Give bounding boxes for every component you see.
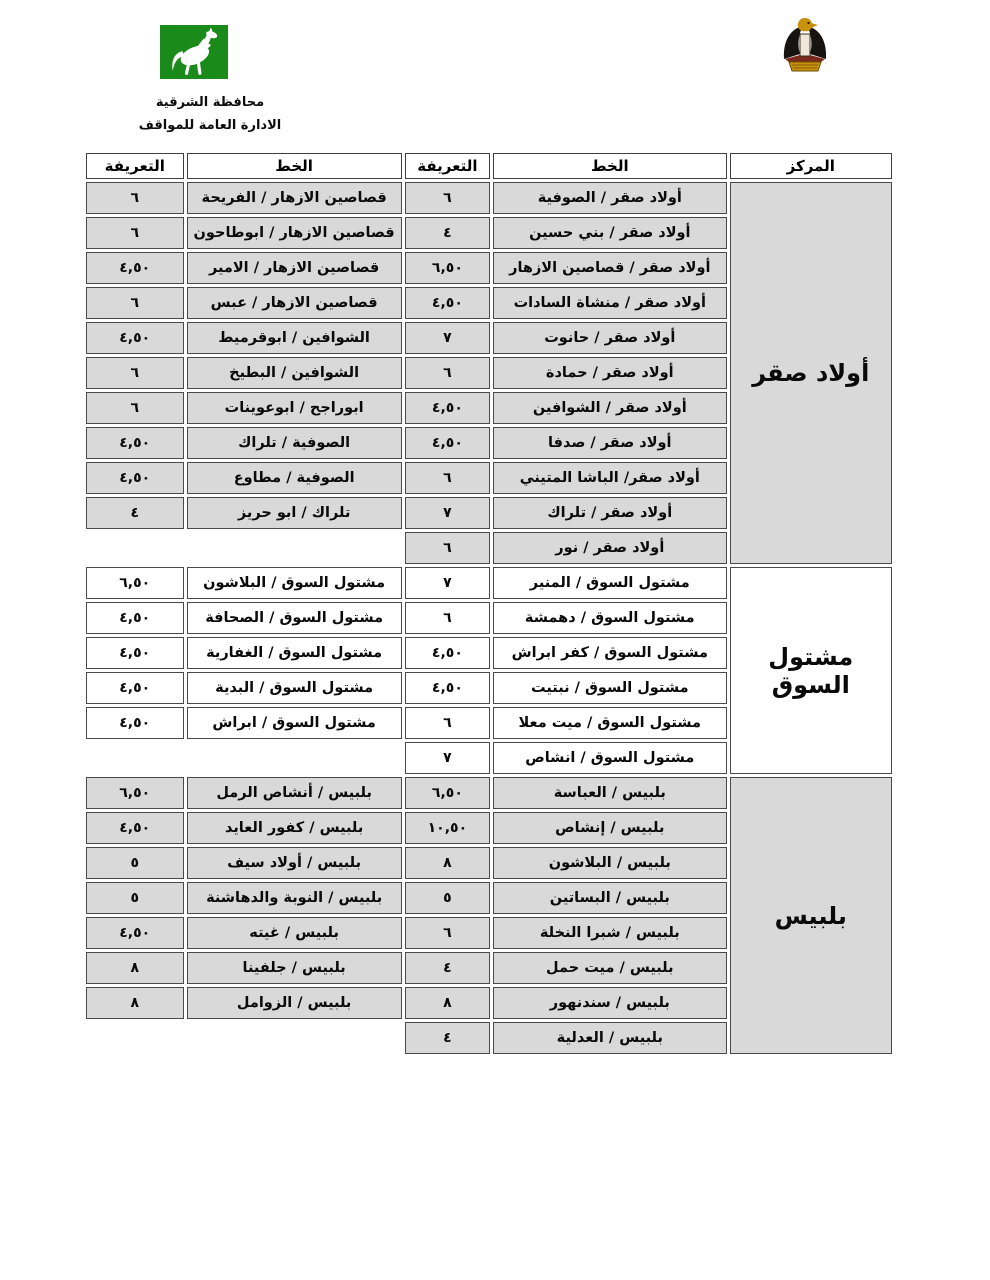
route-cell: أولاد صقر / الصوفية <box>493 182 727 214</box>
header-fare-left: التعريفة <box>86 153 184 179</box>
fare-cell: ٤,٥٠ <box>86 672 184 704</box>
fare-cell: ٤,٥٠ <box>405 672 490 704</box>
fare-cell: ٨ <box>405 847 490 879</box>
horse-icon <box>163 28 225 76</box>
route-cell: تلراك / ابو حريز <box>187 497 402 529</box>
route-cell: قصاصين الازهار / الامير <box>187 252 402 284</box>
fare-cell: ٤,٥٠ <box>86 322 184 354</box>
fare-row <box>86 777 892 809</box>
fare-cell: ٤ <box>86 497 184 529</box>
route-cell: بلبيس / أولاد سيف <box>187 847 402 879</box>
route-cell: أولاد صقر/ الباشا المتيني <box>493 462 727 494</box>
route-cell: بلبيس / البساتين <box>493 882 727 914</box>
fare-table-body <box>86 182 892 1054</box>
fare-cell: ٤,٥٠ <box>405 427 490 459</box>
route-cell: أولاد صقر / صدفا <box>493 427 727 459</box>
fare-cell: ٤,٥٠ <box>86 707 184 739</box>
fare-cell: ٧ <box>405 742 490 774</box>
fare-table <box>83 150 895 1057</box>
fare-cell: ٦ <box>86 392 184 424</box>
fare-cell: ٧ <box>405 567 490 599</box>
route-cell: قصاصين الازهار / عبس <box>187 287 402 319</box>
route-cell: الشوافين / ابوقرميط <box>187 322 402 354</box>
route-cell: قصاصين الازهار / الفريحة <box>187 182 402 214</box>
center-cell: أولاد صقر <box>730 182 892 564</box>
route-cell: مشتول السوق / كفر ابراش <box>493 637 727 669</box>
header-center: المركز <box>730 153 892 179</box>
route-cell: مشتول السوق / نبتيت <box>493 672 727 704</box>
route-cell: أولاد صقر / نور <box>493 532 727 564</box>
fare-cell: ٤,٥٠ <box>86 917 184 949</box>
fare-cell: ٨ <box>405 987 490 1019</box>
header-line-left: الخط <box>187 153 402 179</box>
eagle-icon <box>775 14 835 78</box>
fare-cell: ٤,٥٠ <box>86 462 184 494</box>
empty-cell <box>86 532 184 564</box>
route-cell: مشتول السوق / ابراش <box>187 707 402 739</box>
fare-cell: ٤,٥٠ <box>86 252 184 284</box>
fare-row <box>86 567 892 599</box>
fare-cell: ٦,٥٠ <box>86 567 184 599</box>
route-cell: الشوافين / البطيخ <box>187 357 402 389</box>
fare-cell: ٦ <box>405 917 490 949</box>
fare-cell: ٦ <box>86 287 184 319</box>
route-cell: مشتول السوق / الصحافة <box>187 602 402 634</box>
fare-cell: ٤ <box>405 952 490 984</box>
route-cell: أولاد صقر / الشوافين <box>493 392 727 424</box>
route-cell: الصوفية / تلراك <box>187 427 402 459</box>
fare-cell: ٤,٥٠ <box>86 602 184 634</box>
fare-cell: ٦ <box>405 707 490 739</box>
org-line-2: الادارة العامة للمواقف <box>138 118 282 133</box>
fare-cell: ٥ <box>86 882 184 914</box>
route-cell: بلبيس / ميت حمل <box>493 952 727 984</box>
header-row <box>86 153 892 179</box>
center-cell: مشتول السوق <box>730 567 892 774</box>
route-cell: مشتول السوق / المنير <box>493 567 727 599</box>
route-cell: مشتول السوق / البدية <box>187 672 402 704</box>
fare-cell: ٨ <box>86 952 184 984</box>
route-cell: أولاد صقر / قصاصين الازهار <box>493 252 727 284</box>
route-cell: ابوراجح / ابوعوينات <box>187 392 402 424</box>
header-fare-right: التعريفة <box>405 153 490 179</box>
fare-cell: ٤,٥٠ <box>86 637 184 669</box>
fare-cell: ٤,٥٠ <box>405 287 490 319</box>
route-cell: أولاد صقر / منشاة السادات <box>493 287 727 319</box>
route-cell: بلبيس / سندنهور <box>493 987 727 1019</box>
route-cell: بلبيس / النوبة والدهاشنة <box>187 882 402 914</box>
org-title-block <box>110 96 310 142</box>
empty-cell <box>86 742 184 774</box>
header-line-right: الخط <box>493 153 727 179</box>
fare-cell: ٦ <box>405 532 490 564</box>
org-line-1: محافظة الشرقية <box>155 95 265 110</box>
route-cell: بلبيس / شبرا النخلة <box>493 917 727 949</box>
route-cell: بلبيس / الزوامل <box>187 987 402 1019</box>
route-cell: بلبيس / العباسة <box>493 777 727 809</box>
fare-cell: ٥ <box>86 847 184 879</box>
route-cell: مشتول السوق / دهمشة <box>493 602 727 634</box>
fare-cell: ٦,٥٠ <box>405 777 490 809</box>
fare-cell: ٤,٥٠ <box>86 812 184 844</box>
empty-cell <box>86 1022 184 1054</box>
fare-row <box>86 182 892 214</box>
route-cell: مشتول السوق / الغفارية <box>187 637 402 669</box>
empty-cell <box>187 742 402 774</box>
route-cell: بلبيس / أنشاص الرمل <box>187 777 402 809</box>
fare-cell: ٦ <box>86 357 184 389</box>
egypt-emblem <box>775 14 835 78</box>
route-cell: قصاصين الازهار / ابوطاحون <box>187 217 402 249</box>
fare-cell: ٤,٥٠ <box>405 392 490 424</box>
route-cell: بلبيس / جلفينا <box>187 952 402 984</box>
fare-cell: ٦ <box>86 217 184 249</box>
route-cell: أولاد صقر / بني حسين <box>493 217 727 249</box>
fare-cell: ٦ <box>405 357 490 389</box>
route-cell: أولاد صقر / تلراك <box>493 497 727 529</box>
route-cell: مشتول السوق / البلاشون <box>187 567 402 599</box>
fare-cell: ٦ <box>405 602 490 634</box>
fare-cell: ٦,٥٠ <box>405 252 490 284</box>
route-cell: أولاد صقر / حانوت <box>493 322 727 354</box>
route-cell: بلبيس / غيته <box>187 917 402 949</box>
route-cell: مشتول السوق / ميت معلا <box>493 707 727 739</box>
fare-cell: ٤,٥٠ <box>405 637 490 669</box>
empty-cell <box>187 1022 402 1054</box>
fare-cell: ١٠,٥٠ <box>405 812 490 844</box>
route-cell: بلبيس / إنشاص <box>493 812 727 844</box>
empty-cell <box>187 532 402 564</box>
route-cell: أولاد صقر / حمادة <box>493 357 727 389</box>
fare-cell: ٤ <box>405 1022 490 1054</box>
fare-cell: ٦,٥٠ <box>86 777 184 809</box>
fare-cell: ٧ <box>405 322 490 354</box>
route-cell: الصوفية / مطاوع <box>187 462 402 494</box>
fare-cell: ٤,٥٠ <box>86 427 184 459</box>
fare-cell: ٥ <box>405 882 490 914</box>
fare-cell: ٦ <box>405 182 490 214</box>
route-cell: بلبيس / البلاشون <box>493 847 727 879</box>
route-cell: بلبيس / كفور العايد <box>187 812 402 844</box>
fare-cell: ٦ <box>86 182 184 214</box>
sharqia-logo <box>160 25 228 79</box>
fare-cell: ٨ <box>86 987 184 1019</box>
route-cell: مشتول السوق / انشاص <box>493 742 727 774</box>
fare-cell: ٦ <box>405 462 490 494</box>
fare-cell: ٤ <box>405 217 490 249</box>
route-cell: بلبيس / العدلية <box>493 1022 727 1054</box>
fare-cell: ٧ <box>405 497 490 529</box>
center-cell: بلبيس <box>730 777 892 1054</box>
